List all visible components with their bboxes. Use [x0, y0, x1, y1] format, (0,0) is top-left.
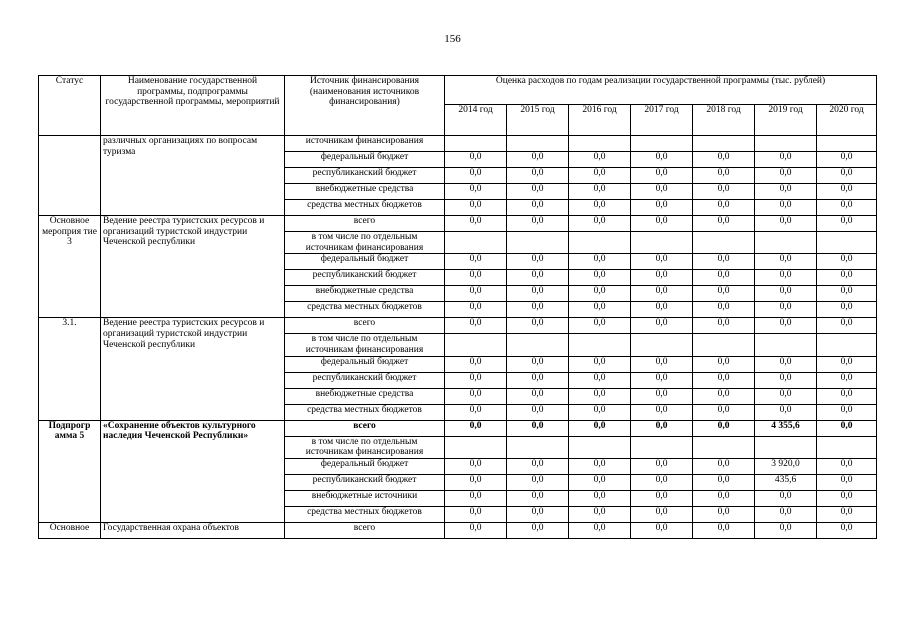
- value-cell: 0,0: [693, 302, 755, 318]
- value-cell: 0,0: [817, 404, 877, 420]
- program-name-cell: Государственная охрана объектов: [101, 522, 285, 538]
- value-cell: 0,0: [631, 490, 693, 506]
- funding-source-cell: всего: [285, 216, 445, 232]
- value-cell: 0,0: [445, 318, 507, 334]
- funding-source-cell: средства местных бюджетов: [285, 506, 445, 522]
- value-cell: 0,0: [755, 506, 817, 522]
- value-cell: 0,0: [693, 458, 755, 474]
- value-cell: 0,0: [631, 216, 693, 232]
- value-cell: 0,0: [631, 458, 693, 474]
- value-cell: 0,0: [755, 372, 817, 388]
- value-cell: [507, 136, 569, 152]
- header-year: 2020 год: [817, 105, 877, 136]
- value-cell: 0,0: [693, 152, 755, 168]
- value-cell: 0,0: [445, 388, 507, 404]
- value-cell: 0,0: [817, 318, 877, 334]
- value-cell: 0,0: [569, 270, 631, 286]
- value-cell: 0,0: [445, 522, 507, 538]
- value-cell: 0,0: [569, 216, 631, 232]
- funding-source-cell: федеральный бюджет: [285, 458, 445, 474]
- value-cell: 0,0: [693, 184, 755, 200]
- funding-source-cell: республиканский бюджет: [285, 270, 445, 286]
- value-cell: 0,0: [507, 458, 569, 474]
- table-row: [39, 420, 877, 436]
- value-cell: [445, 136, 507, 152]
- value-cell: 0,0: [755, 168, 817, 184]
- program-name-cell: «Сохранение объектов культурного наследия Чеченской Республики»: [101, 420, 285, 522]
- value-cell: 0,0: [445, 216, 507, 232]
- value-cell: 0,0: [631, 270, 693, 286]
- value-cell: 0,0: [507, 356, 569, 372]
- value-cell: 0,0: [631, 356, 693, 372]
- value-cell: 435,6: [755, 474, 817, 490]
- value-cell: [755, 334, 817, 356]
- value-cell: [817, 136, 877, 152]
- value-cell: [817, 232, 877, 254]
- value-cell: 0,0: [569, 168, 631, 184]
- funding-source-cell: всего: [285, 420, 445, 436]
- value-cell: 0,0: [445, 474, 507, 490]
- header-year: 2017 год: [631, 105, 693, 136]
- funding-source-cell: средства местных бюджетов: [285, 302, 445, 318]
- status-cell: Основное мероприя тие 3: [39, 216, 101, 318]
- program-name-cell: Ведение реестра туристских ресурсов и организаций туристской индустрии Чеченской республики: [101, 318, 285, 420]
- table-body: [39, 136, 877, 539]
- value-cell: 0,0: [569, 286, 631, 302]
- value-cell: 0,0: [631, 184, 693, 200]
- value-cell: 0,0: [445, 168, 507, 184]
- value-cell: 0,0: [569, 522, 631, 538]
- value-cell: 0,0: [693, 388, 755, 404]
- value-cell: 0,0: [507, 522, 569, 538]
- status-cell: [39, 136, 101, 216]
- value-cell: 0,0: [631, 474, 693, 490]
- value-cell: 0,0: [445, 270, 507, 286]
- value-cell: 0,0: [817, 372, 877, 388]
- value-cell: 0,0: [631, 168, 693, 184]
- status-cell: Подпрогр амма 5: [39, 420, 101, 522]
- value-cell: 0,0: [631, 302, 693, 318]
- header-year: 2014 год: [445, 105, 507, 136]
- value-cell: 0,0: [817, 254, 877, 270]
- value-cell: 0,0: [445, 302, 507, 318]
- value-cell: 0,0: [445, 152, 507, 168]
- value-cell: 0,0: [755, 184, 817, 200]
- value-cell: [631, 232, 693, 254]
- value-cell: 0,0: [631, 200, 693, 216]
- header-source: Источник финансирования (наименования источников финансирования): [285, 76, 445, 136]
- value-cell: 0,0: [507, 168, 569, 184]
- header-estimate: Оценка расходов по годам реализации государственной программы (тыс. рублей): [445, 76, 877, 105]
- funding-source-cell: источникам финансирования: [285, 136, 445, 152]
- value-cell: 0,0: [817, 458, 877, 474]
- value-cell: 0,0: [693, 506, 755, 522]
- value-cell: 0,0: [693, 168, 755, 184]
- funding-source-cell: всего: [285, 318, 445, 334]
- value-cell: [693, 136, 755, 152]
- value-cell: [631, 334, 693, 356]
- budget-table: [38, 75, 877, 539]
- value-cell: 0,0: [755, 404, 817, 420]
- value-cell: 0,0: [507, 372, 569, 388]
- value-cell: [569, 334, 631, 356]
- value-cell: [817, 436, 877, 458]
- value-cell: 0,0: [507, 506, 569, 522]
- value-cell: 0,0: [755, 522, 817, 538]
- value-cell: 0,0: [507, 200, 569, 216]
- value-cell: [445, 334, 507, 356]
- value-cell: 0,0: [631, 152, 693, 168]
- value-cell: 0,0: [569, 302, 631, 318]
- funding-source-cell: внебюджетные источники: [285, 490, 445, 506]
- value-cell: [507, 232, 569, 254]
- table-row: [39, 136, 877, 152]
- value-cell: 0,0: [693, 474, 755, 490]
- value-cell: 0,0: [507, 302, 569, 318]
- value-cell: 0,0: [507, 420, 569, 436]
- value-cell: 0,0: [631, 372, 693, 388]
- value-cell: 3 920,0: [755, 458, 817, 474]
- value-cell: 0,0: [755, 270, 817, 286]
- value-cell: 0,0: [569, 420, 631, 436]
- value-cell: 0,0: [445, 286, 507, 302]
- value-cell: 0,0: [755, 286, 817, 302]
- value-cell: 0,0: [817, 522, 877, 538]
- header-year: 2015 год: [507, 105, 569, 136]
- value-cell: 0,0: [631, 318, 693, 334]
- value-cell: 0,0: [755, 152, 817, 168]
- value-cell: [569, 136, 631, 152]
- funding-source-cell: внебюджетные средства: [285, 388, 445, 404]
- value-cell: [631, 436, 693, 458]
- value-cell: 0,0: [755, 388, 817, 404]
- value-cell: [755, 136, 817, 152]
- value-cell: 0,0: [817, 506, 877, 522]
- value-cell: 0,0: [445, 200, 507, 216]
- value-cell: 0,0: [507, 254, 569, 270]
- status-cell: Основное: [39, 522, 101, 538]
- value-cell: 4 355,6: [755, 420, 817, 436]
- value-cell: 0,0: [631, 522, 693, 538]
- value-cell: 0,0: [693, 270, 755, 286]
- value-cell: 0,0: [693, 356, 755, 372]
- value-cell: 0,0: [755, 254, 817, 270]
- value-cell: [507, 334, 569, 356]
- value-cell: [445, 436, 507, 458]
- value-cell: 0,0: [569, 372, 631, 388]
- table-row: [39, 318, 877, 334]
- value-cell: 0,0: [507, 184, 569, 200]
- value-cell: [569, 232, 631, 254]
- value-cell: 0,0: [817, 152, 877, 168]
- value-cell: [755, 232, 817, 254]
- value-cell: 0,0: [693, 254, 755, 270]
- value-cell: 0,0: [631, 254, 693, 270]
- funding-source-cell: республиканский бюджет: [285, 168, 445, 184]
- value-cell: 0,0: [507, 152, 569, 168]
- value-cell: 0,0: [507, 270, 569, 286]
- value-cell: 0,0: [445, 254, 507, 270]
- value-cell: 0,0: [693, 372, 755, 388]
- funding-source-cell: федеральный бюджет: [285, 356, 445, 372]
- funding-source-cell: внебюджетные средства: [285, 184, 445, 200]
- value-cell: 0,0: [507, 318, 569, 334]
- table-row: [39, 216, 877, 232]
- value-cell: 0,0: [445, 372, 507, 388]
- program-name-cell: различных организациях по вопросам туризма: [101, 136, 285, 216]
- value-cell: [755, 436, 817, 458]
- header-name: Наименование государственной программы, подпрограммы государственной программы, мероприятий: [101, 76, 285, 136]
- value-cell: 0,0: [445, 506, 507, 522]
- value-cell: 0,0: [755, 490, 817, 506]
- value-cell: 0,0: [445, 184, 507, 200]
- value-cell: 0,0: [693, 200, 755, 216]
- header-year: 2019 год: [755, 105, 817, 136]
- value-cell: 0,0: [817, 490, 877, 506]
- value-cell: 0,0: [817, 302, 877, 318]
- value-cell: 0,0: [817, 216, 877, 232]
- value-cell: 0,0: [693, 404, 755, 420]
- funding-source-cell: средства местных бюджетов: [285, 200, 445, 216]
- funding-source-cell: республиканский бюджет: [285, 372, 445, 388]
- value-cell: [693, 232, 755, 254]
- value-cell: 0,0: [507, 404, 569, 420]
- value-cell: 0,0: [631, 404, 693, 420]
- value-cell: 0,0: [445, 490, 507, 506]
- funding-source-cell: в том числе по отдельным источникам финансирования: [285, 436, 445, 458]
- value-cell: [569, 436, 631, 458]
- value-cell: 0,0: [569, 458, 631, 474]
- value-cell: 0,0: [755, 356, 817, 372]
- value-cell: [631, 136, 693, 152]
- value-cell: 0,0: [693, 522, 755, 538]
- value-cell: 0,0: [817, 200, 877, 216]
- value-cell: 0,0: [569, 318, 631, 334]
- funding-source-cell: в том числе по отдельным источникам финансирования: [285, 334, 445, 356]
- value-cell: [445, 232, 507, 254]
- value-cell: 0,0: [755, 318, 817, 334]
- funding-source-cell: средства местных бюджетов: [285, 404, 445, 420]
- status-cell: 3.1.: [39, 318, 101, 420]
- value-cell: 0,0: [569, 200, 631, 216]
- funding-source-cell: федеральный бюджет: [285, 254, 445, 270]
- value-cell: 0,0: [755, 216, 817, 232]
- value-cell: 0,0: [569, 184, 631, 200]
- value-cell: 0,0: [817, 184, 877, 200]
- value-cell: 0,0: [631, 388, 693, 404]
- value-cell: 0,0: [569, 254, 631, 270]
- funding-source-cell: республиканский бюджет: [285, 474, 445, 490]
- program-name-cell: Ведение реестра туристских ресурсов и организаций туристской индустрии Чеченской республики: [101, 216, 285, 318]
- value-cell: 0,0: [817, 168, 877, 184]
- value-cell: [693, 334, 755, 356]
- value-cell: 0,0: [631, 420, 693, 436]
- value-cell: 0,0: [445, 458, 507, 474]
- value-cell: 0,0: [817, 420, 877, 436]
- funding-source-cell: всего: [285, 522, 445, 538]
- value-cell: 0,0: [817, 286, 877, 302]
- value-cell: 0,0: [445, 404, 507, 420]
- value-cell: 0,0: [507, 388, 569, 404]
- value-cell: 0,0: [817, 388, 877, 404]
- value-cell: 0,0: [693, 420, 755, 436]
- value-cell: 0,0: [445, 356, 507, 372]
- table-row: [39, 522, 877, 538]
- value-cell: 0,0: [569, 152, 631, 168]
- value-cell: 0,0: [817, 474, 877, 490]
- value-cell: 0,0: [817, 270, 877, 286]
- value-cell: 0,0: [507, 474, 569, 490]
- value-cell: 0,0: [507, 490, 569, 506]
- value-cell: 0,0: [631, 286, 693, 302]
- value-cell: 0,0: [569, 506, 631, 522]
- header-year: 2016 год: [569, 105, 631, 136]
- value-cell: [693, 436, 755, 458]
- funding-source-cell: внебюджетные средства: [285, 286, 445, 302]
- value-cell: 0,0: [569, 388, 631, 404]
- value-cell: 0,0: [507, 216, 569, 232]
- value-cell: [817, 334, 877, 356]
- value-cell: 0,0: [569, 356, 631, 372]
- value-cell: [507, 436, 569, 458]
- value-cell: 0,0: [631, 506, 693, 522]
- funding-source-cell: в том числе по отдельным источникам финансирования: [285, 232, 445, 254]
- value-cell: 0,0: [569, 490, 631, 506]
- value-cell: 0,0: [693, 216, 755, 232]
- value-cell: 0,0: [445, 420, 507, 436]
- value-cell: 0,0: [693, 318, 755, 334]
- value-cell: 0,0: [693, 490, 755, 506]
- header-year: 2018 год: [693, 105, 755, 136]
- value-cell: 0,0: [693, 286, 755, 302]
- value-cell: 0,0: [569, 474, 631, 490]
- value-cell: 0,0: [817, 356, 877, 372]
- funding-source-cell: федеральный бюджет: [285, 152, 445, 168]
- value-cell: 0,0: [755, 302, 817, 318]
- value-cell: 0,0: [755, 200, 817, 216]
- value-cell: 0,0: [569, 404, 631, 420]
- page-number: 156: [444, 33, 461, 45]
- value-cell: 0,0: [507, 286, 569, 302]
- header-status: Статус: [39, 76, 101, 136]
